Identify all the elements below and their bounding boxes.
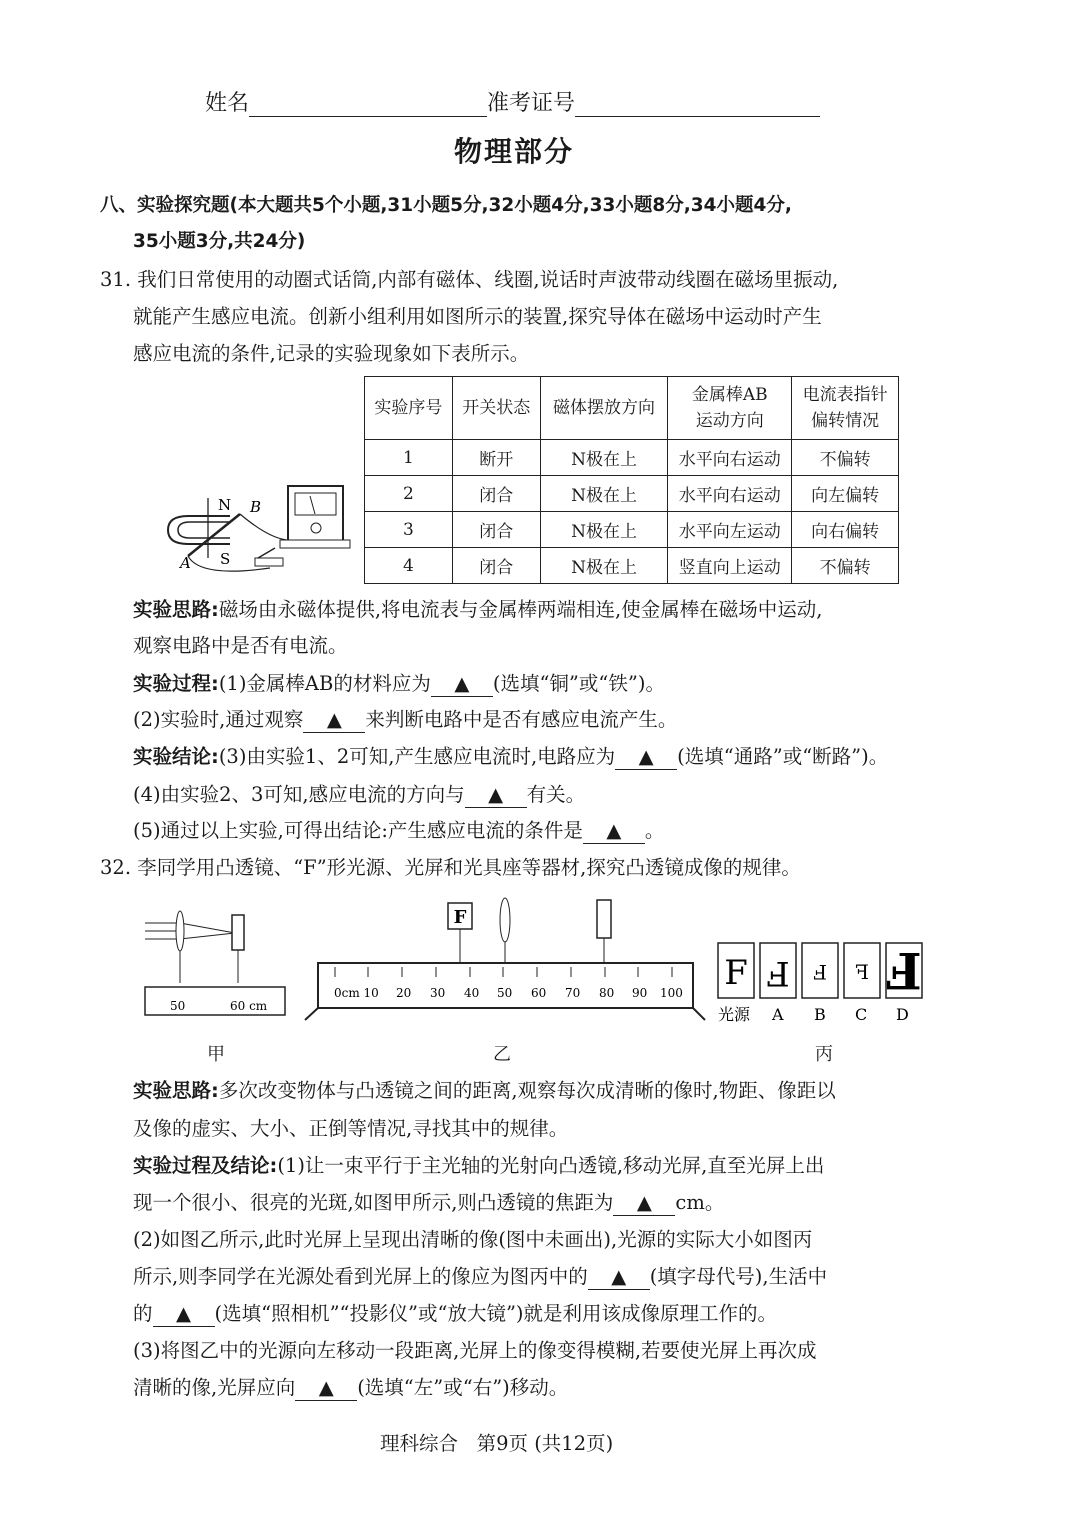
tick-label: 30 xyxy=(430,986,446,1000)
table-cell: 向右偏转 xyxy=(792,512,899,548)
table-row xyxy=(365,476,899,512)
tick-label: 0cm 10 xyxy=(334,986,379,1000)
q31-part1: 实验过程:(1)金属棒AB的材料应为 ▲ (选填“铜”或“铁”)。 xyxy=(133,672,665,695)
table-cell: 3 xyxy=(365,512,453,548)
table-cell: 水平向右运动 xyxy=(668,476,792,512)
table-header-row xyxy=(365,377,899,440)
figure-jia xyxy=(140,905,290,1025)
answer-blank[interactable]: ▲ xyxy=(588,1265,650,1290)
tick-label: 80 xyxy=(599,986,615,1000)
name-label: 姓名 xyxy=(205,91,250,116)
figure-bing-image-options xyxy=(715,935,930,1030)
q32-part3-cont: 清晰的像,光屏应向 ▲ (选填“左”或“右”)移动。 xyxy=(133,1376,569,1399)
q32-part3: (3)将图乙中的光源向左移动一段距离,光屏上的像变得模糊,若要使光屏上再次成 xyxy=(133,1339,817,1362)
tick-label: 20 xyxy=(396,986,412,1000)
svg-text:F: F xyxy=(766,953,790,993)
table-cell: 2 xyxy=(365,476,453,512)
label-option-c: C xyxy=(855,1005,868,1024)
svg-text:F: F xyxy=(886,941,922,1000)
caption-yi: 乙 xyxy=(493,1044,511,1065)
table-cell: 断开 xyxy=(452,440,540,476)
q32-intro: 32. 李同学用凸透镜、“F”形光源、光屏和光具座等器材,探究凸透镜成像的规律。 xyxy=(100,856,801,879)
table-header: 实验序号 xyxy=(365,377,453,440)
q31-intro-1: 31. 我们日常使用的动圈式话筒,内部有磁体、线圈,说话时声波带动线圈在磁场里振动, xyxy=(100,268,839,291)
table-cell: 不偏转 xyxy=(792,440,899,476)
answer-blank[interactable]: ▲ xyxy=(583,819,645,844)
table-cell: N极在上 xyxy=(540,440,668,476)
figure-yi-optical-bench xyxy=(300,895,710,1025)
table-cell: 1 xyxy=(365,440,453,476)
tick-label: 100 xyxy=(660,986,683,1000)
label-option-b: B xyxy=(814,1005,826,1024)
section-heading: 八、实验探究题(本大题共5个小题,31小题5分,32小题4分,33小题8分,34小题4分, xyxy=(100,195,792,216)
svg-text:F: F xyxy=(855,960,869,984)
svg-text:F: F xyxy=(724,953,748,993)
q32-part1: 实验过程及结论:(1)让一束平行于主光轴的光射向凸透镜,移动光屏,直至光屏上出 xyxy=(133,1154,825,1177)
label-option-a: A xyxy=(772,1005,784,1024)
label-n: N xyxy=(218,496,232,514)
q31-intro-3: 感应电流的条件,记录的实验现象如下表所示。 xyxy=(133,342,530,365)
exam-header xyxy=(205,86,820,117)
table-header: 电流表指针 偏转情况 xyxy=(792,377,899,440)
label-s: S xyxy=(220,550,231,568)
tick-label: 90 xyxy=(632,986,648,1000)
answer-blank[interactable]: ▲ xyxy=(295,1376,357,1401)
id-label: 准考证号 xyxy=(487,91,576,116)
tick-label: 70 xyxy=(565,986,581,1000)
answer-blank[interactable]: ▲ xyxy=(153,1302,215,1327)
table-row xyxy=(365,548,899,584)
answer-blank[interactable]: ▲ xyxy=(613,1191,675,1216)
label-option-d: D xyxy=(896,1005,909,1024)
tick-50: 50 xyxy=(170,999,186,1013)
q31-idea-cont: 观察电路中是否有电流。 xyxy=(133,634,348,657)
page-title: 物理部分 xyxy=(454,135,575,168)
q32-idea-cont: 及像的虚实、大小、正倒等情况,寻找其中的规律。 xyxy=(133,1117,569,1140)
table-row xyxy=(365,512,899,548)
table-cell: 不偏转 xyxy=(792,548,899,584)
name-field[interactable] xyxy=(249,96,487,117)
table-cell: 闭合 xyxy=(452,476,540,512)
q31-part5: (5)通过以上实验,可得出结论:产生感应电流的条件是 ▲ 。 xyxy=(133,819,665,842)
q32-part2-cont: 所示,则李同学在光源处看到光屏上的像应为图丙中的 ▲ (填字母代号),生活中 xyxy=(133,1265,828,1288)
table-header: 开关状态 xyxy=(452,377,540,440)
section-heading-cont: 35小题3分,共24分) xyxy=(133,231,306,252)
experiment-table xyxy=(364,376,899,584)
table-cell: N极在上 xyxy=(540,548,668,584)
induction-apparatus-figure xyxy=(160,478,355,588)
table-cell: N极在上 xyxy=(540,512,668,548)
label-b: B xyxy=(250,498,262,516)
table-header: 磁体摆放方向 xyxy=(540,377,668,440)
q32-part2-cont2: 的 ▲ (选填“照相机”“投影仪”或“放大镜”)就是利用该成像原理工作的。 xyxy=(133,1302,778,1325)
table-cell: N极在上 xyxy=(540,476,668,512)
label-a: A xyxy=(180,554,191,572)
answer-blank[interactable]: ▲ xyxy=(465,783,527,808)
table-cell: 向左偏转 xyxy=(792,476,899,512)
caption-bing: 丙 xyxy=(815,1044,833,1065)
tick-60: 60 cm xyxy=(230,999,268,1013)
answer-blank[interactable]: ▲ xyxy=(303,708,365,733)
table-cell: 4 xyxy=(365,548,453,584)
svg-text:F: F xyxy=(813,960,827,984)
q32-part2: (2)如图乙所示,此时光屏上呈现出清晰的像(图中未画出),光源的实际大小如图丙 xyxy=(133,1228,813,1251)
q31-idea: 实验思路:磁场由永磁体提供,将电流表与金属棒两端相连,使金属棒在磁场中运动, xyxy=(133,598,823,621)
table-cell: 闭合 xyxy=(452,512,540,548)
tick-label: 50 xyxy=(497,986,513,1000)
table-cell: 竖直向上运动 xyxy=(668,548,792,584)
answer-blank[interactable]: ▲ xyxy=(431,672,493,697)
tick-label: 60 xyxy=(531,986,547,1000)
table-cell: 闭合 xyxy=(452,548,540,584)
q31-part3: 实验结论:(3)由实验1、2可知,产生感应电流时,电路应为 ▲ (选填“通路”或“断路”)。 xyxy=(133,745,889,768)
q31-part2: (2)实验时,通过观察 ▲ 来判断电路中是否有感应电流产生。 xyxy=(133,708,678,731)
table-cell: 水平向右运动 xyxy=(668,440,792,476)
light-source-letter: F xyxy=(453,907,467,928)
q32-part1-cont: 现一个很小、很亮的光斑,如图甲所示,则凸透镜的焦距为 ▲ cm。 xyxy=(133,1191,725,1214)
page-footer: 理科综合 第9页 (共12页) xyxy=(380,1432,614,1455)
tick-label: 40 xyxy=(464,986,480,1000)
table-cell: 水平向左运动 xyxy=(668,512,792,548)
q31-intro-2: 就能产生感应电流。创新小组利用如图所示的装置,探究导体在磁场中运动时产生 xyxy=(133,305,822,328)
table-header: 金属棒AB 运动方向 xyxy=(668,377,792,440)
label-source: 光源 xyxy=(718,1005,751,1024)
answer-blank[interactable]: ▲ xyxy=(615,745,677,770)
caption-jia: 甲 xyxy=(207,1044,225,1065)
q32-idea: 实验思路:多次改变物体与凸透镜之间的距离,观察每次成清晰的像时,物距、像距以 xyxy=(133,1079,836,1102)
id-field[interactable] xyxy=(575,96,820,117)
table-row xyxy=(365,440,899,476)
q31-part4: (4)由实验2、3可知,感应电流的方向与 ▲ 有关。 xyxy=(133,783,586,806)
